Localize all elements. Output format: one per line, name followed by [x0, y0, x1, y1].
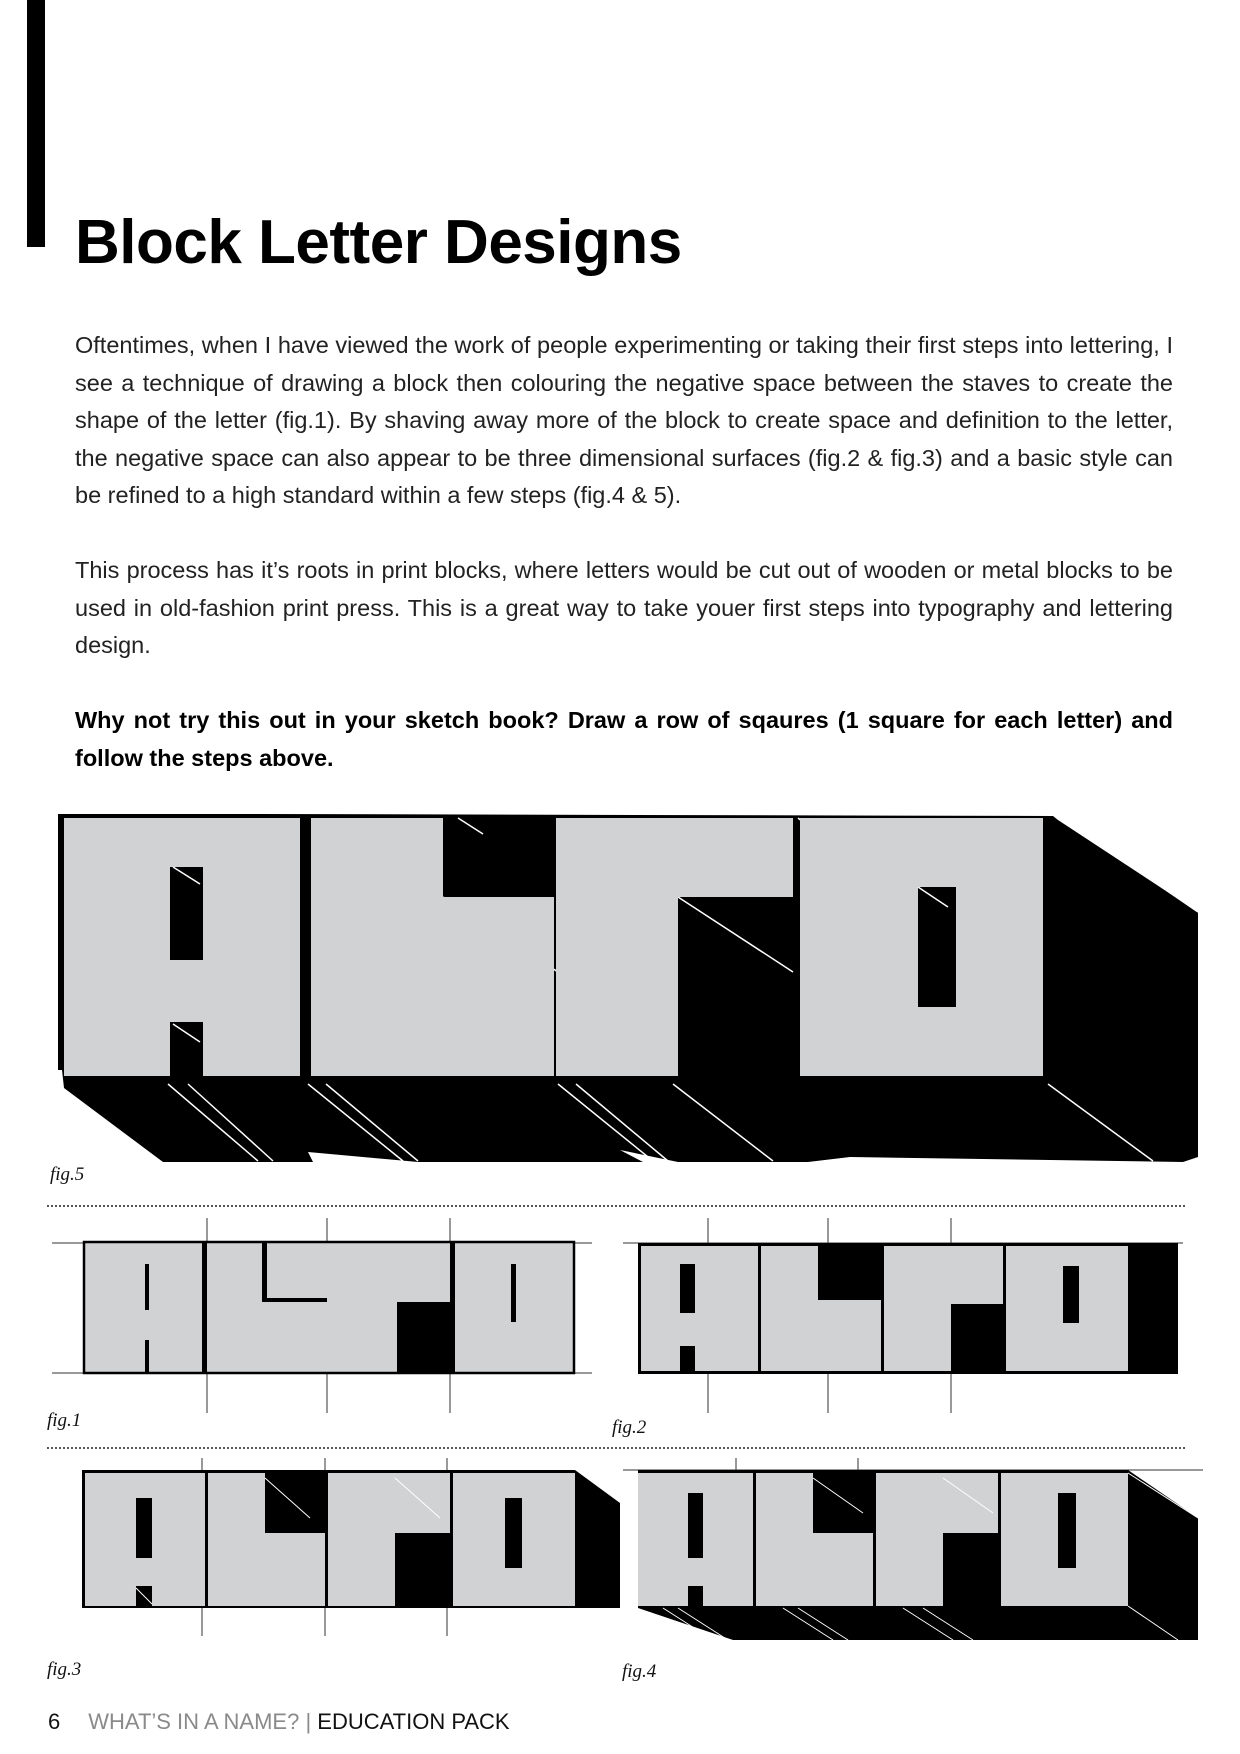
page-number: 6: [48, 1709, 61, 1734]
call-to-action-paragraph: Why not try this out in your sketch book? Draw a row of sqaures (1 square for each letter) and follow the steps above.: [75, 707, 1173, 771]
fig2-label: fig.2: [612, 1417, 647, 1438]
dotted-divider: [47, 1205, 1185, 1207]
fig2-letters: [641, 1246, 1128, 1371]
fig1-block: [84, 1242, 574, 1373]
page-title: Block Letter Designs: [75, 208, 682, 277]
page-footer: [48, 1711, 510, 1733]
fig4-letters: [638, 1473, 1128, 1606]
fig3-label: fig.3: [47, 1659, 82, 1680]
fig3-alto-shading-illustration: [70, 1458, 630, 1658]
fig1-alto-guides-illustration: [52, 1218, 592, 1418]
intro-paragraph: Oftentimes, when I have viewed the work of people experimenting or taking their first steps into lettering, I see a technique of drawing a block then colouring the negative space between the staves to create the shape of the letter (fig.1). By shaving away more of the block to create space and definition to the letter, the negative space can also appear to be three dimensional surfaces (fig.2 & fig.3) and a basic style can be refined to a high standard within a few steps (fig.4 & 5).: [75, 332, 1173, 508]
history-paragraph: This process has it’s roots in print blocks, where letters would be cut out of wooden or metal blocks to be used in old-fashion print press. This is a great way to take youer first steps into typography and lettering design.: [75, 557, 1173, 658]
fig4-label: fig.4: [622, 1661, 657, 1682]
fig1-label: fig.1: [47, 1410, 82, 1431]
footer-brand: WHAT’S IN A NAME?: [88, 1709, 300, 1734]
fig5-alto-3d-illustration: [58, 812, 1203, 1167]
fig4-alto-extruded-illustration: [623, 1458, 1203, 1673]
accent-bar: [27, 0, 45, 247]
footer-section: EDUCATION PACK: [317, 1709, 510, 1734]
footer-separator: |: [299, 1709, 318, 1734]
fig2-alto-solid-illustration: [623, 1218, 1183, 1418]
fig5-label: fig.5: [50, 1164, 85, 1185]
fig3-letters: [85, 1473, 575, 1606]
dotted-divider: [47, 1447, 1185, 1449]
